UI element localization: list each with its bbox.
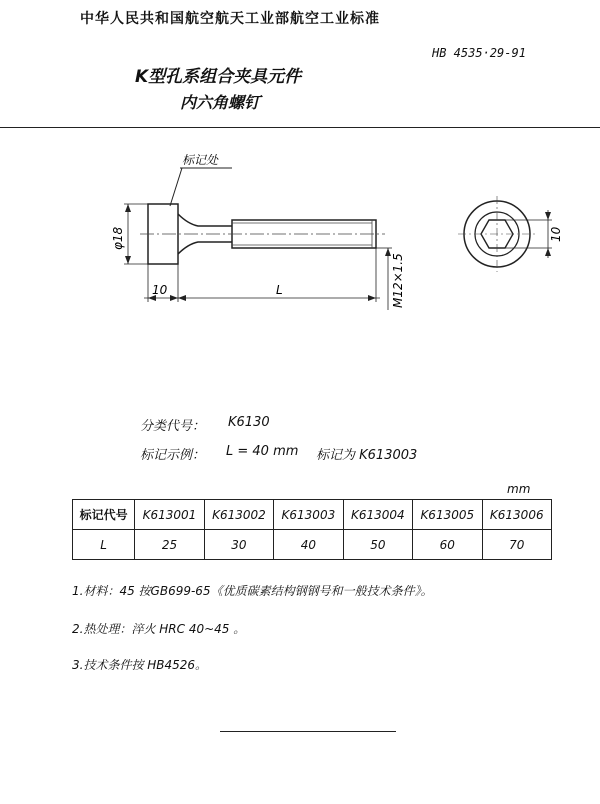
footer-divider bbox=[220, 731, 396, 732]
standard-organization-header: 中华人民共和国航空航天工业部航空工业标准 bbox=[80, 11, 380, 27]
table-cell-code: K613001 bbox=[135, 500, 204, 530]
table-header-label: 标记代号 bbox=[73, 500, 135, 530]
size-table bbox=[72, 499, 552, 560]
table-row-label: L bbox=[73, 530, 135, 560]
hex-size-label: 10 bbox=[549, 226, 563, 242]
table-row bbox=[73, 500, 552, 530]
head-length-label: 10 bbox=[152, 283, 168, 297]
table-unit: mm bbox=[507, 482, 531, 496]
head-diameter-label: φ18 bbox=[111, 226, 125, 250]
document-title-line1: K型孔系组合夹具元件 bbox=[135, 67, 302, 87]
neck-upper bbox=[178, 214, 232, 226]
note-heat-treatment: 2.热处理：淬火 HRC 40~45 。 bbox=[72, 622, 246, 636]
table-cell-code: K613006 bbox=[482, 500, 551, 530]
marking-example-label: 标记示例： bbox=[140, 448, 206, 463]
neck-lower bbox=[178, 242, 232, 254]
mark-label: 标记处 bbox=[182, 153, 219, 167]
note-material: 1.材料：45 按GB699-65《优质碳素结构钢钢号和一般技术条件》。 bbox=[72, 584, 433, 598]
table-row bbox=[73, 530, 552, 560]
marking-example-value: L = 40 mm bbox=[226, 444, 299, 459]
table-cell-code: K613004 bbox=[343, 500, 412, 530]
table-cell-code: K613005 bbox=[413, 500, 482, 530]
table-cell-code: K613003 bbox=[274, 500, 343, 530]
classification-value: K6130 bbox=[228, 415, 270, 430]
marking-example-note: 标记为 K613003 bbox=[316, 448, 418, 463]
standard-number: HB 4535·29-91 bbox=[432, 46, 526, 60]
table-cell-length: 30 bbox=[204, 530, 273, 560]
table-cell-length: 60 bbox=[413, 530, 482, 560]
table-cell-code: K613002 bbox=[204, 500, 273, 530]
thread-spec-label: M12×1.5 bbox=[391, 253, 405, 308]
table-cell-length: 50 bbox=[343, 530, 412, 560]
technical-drawing bbox=[0, 0, 600, 400]
length-label: L bbox=[276, 283, 283, 297]
table-cell-length: 25 bbox=[135, 530, 204, 560]
note-technical-conditions: 3.技术条件按 HB4526。 bbox=[72, 658, 208, 672]
document-title-line2: 内六角螺钉 bbox=[180, 93, 261, 112]
table-cell-length: 40 bbox=[274, 530, 343, 560]
mark-leader-line bbox=[170, 168, 182, 206]
table-cell-length: 70 bbox=[482, 530, 551, 560]
classification-label: 分类代号： bbox=[140, 419, 206, 434]
